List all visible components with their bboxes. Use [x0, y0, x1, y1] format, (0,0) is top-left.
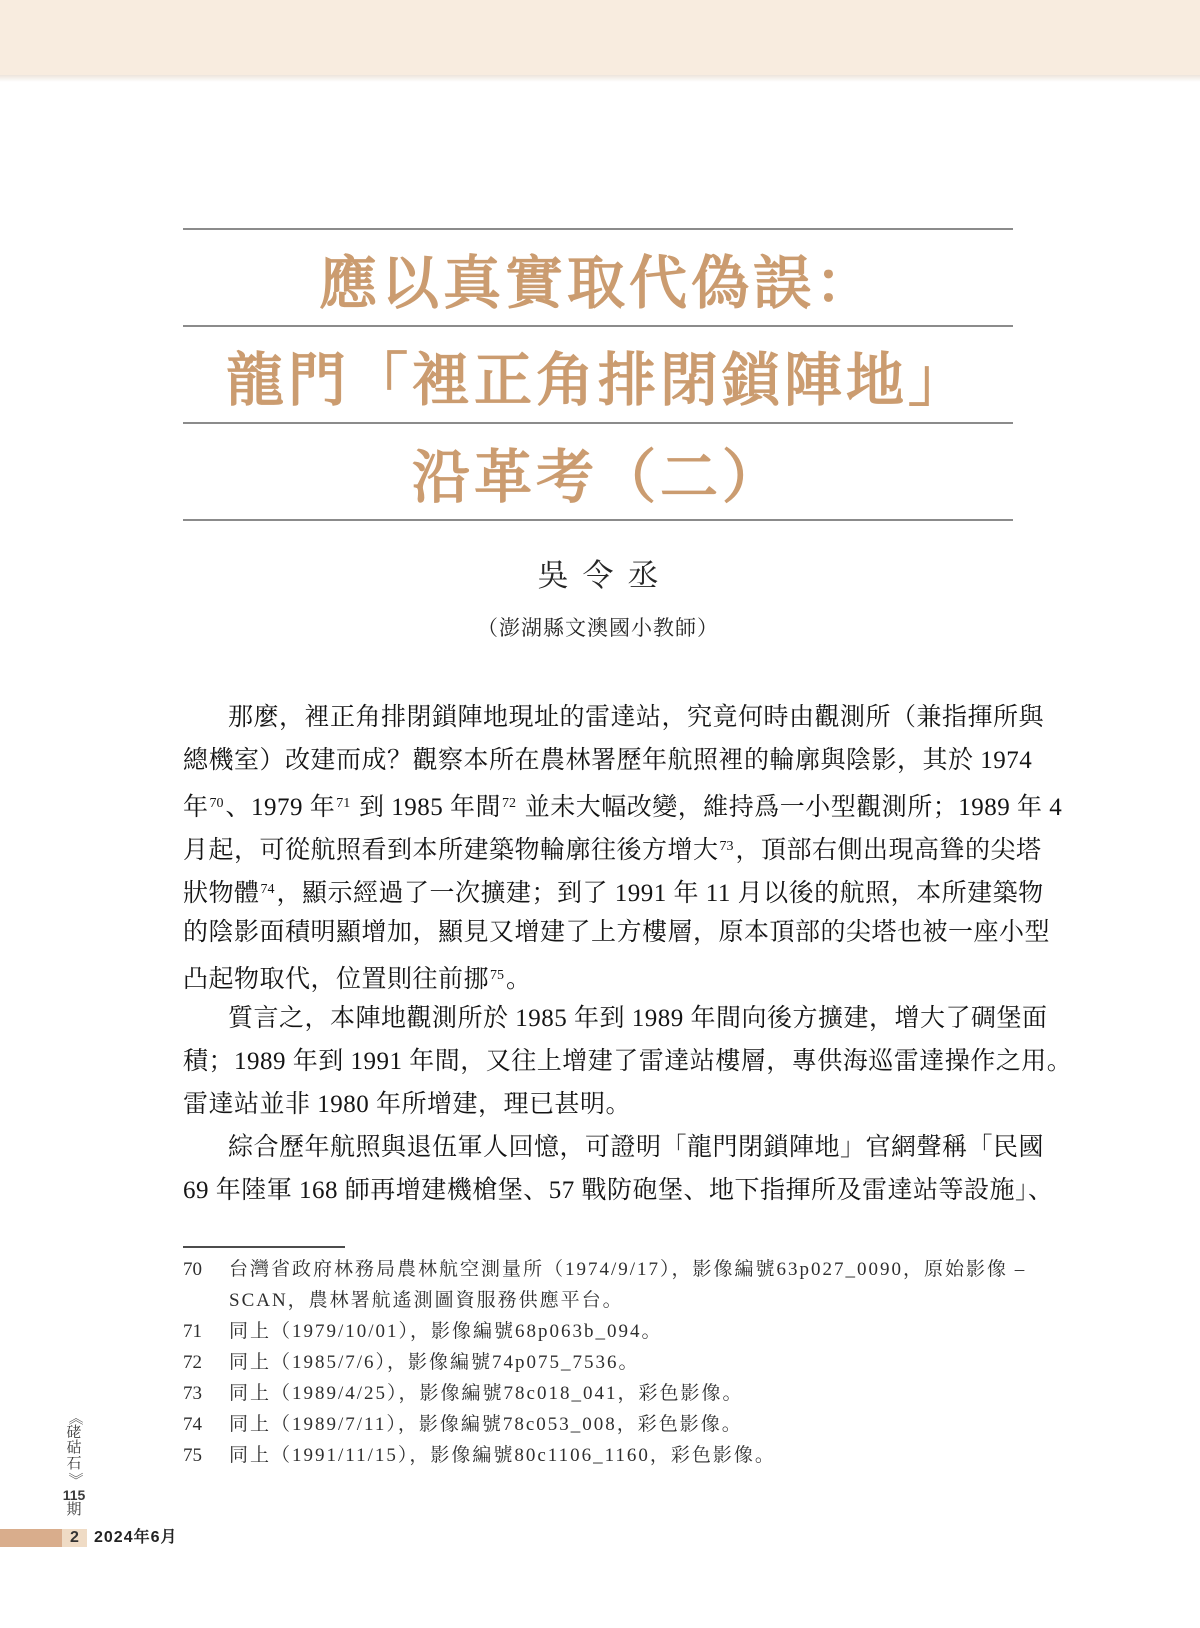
journal-title-char: 石 — [66, 1455, 82, 1472]
footnote-number: 70 — [183, 1259, 202, 1280]
footnote-number: 75 — [183, 1445, 202, 1466]
page-header-band — [0, 0, 1200, 75]
footnote-number: 73 — [183, 1383, 202, 1404]
body-text-line: 狀物體$^{74}$，顯示經過了一次擴建；到了 1991 年 11 月以後的航照，本所建築物 — [183, 880, 1044, 907]
footnote-71 — [183, 1316, 1063, 1347]
paragraph-2 — [183, 997, 1073, 1126]
footnote-75 — [183, 1440, 1063, 1471]
body-text-line: 的陰影面積明顯增加，顯見又增建了上方樓層，原本頂部的尖塔也被一座小型 — [183, 919, 1051, 946]
body-text-line: 雷達站並非 1980 年所增建，理已甚明。 — [183, 1091, 632, 1118]
paragraph-1 — [183, 696, 1063, 997]
footnote-73 — [183, 1378, 1063, 1409]
article-title-line-1: 應以真實取代偽誤： — [318, 250, 877, 316]
footnote-text-line: 同上（1989/7/11），影像編號78c053_008，彩色影像。 — [229, 1414, 743, 1435]
footnote-72 — [183, 1347, 1063, 1378]
body-text-line: 總機室）改建而成？觀察本所在農林署歷年航照裡的輪廓與陰影，其於 1974 — [183, 747, 1033, 774]
body-text-line: 凸起物取代，位置則往前挪$^{75}$。 — [183, 966, 532, 993]
footnote-separator — [183, 1246, 345, 1248]
footnote-text-line: 同上（1991/11/15），影像編號80c1106_1160，彩色影像。 — [229, 1445, 776, 1466]
body-text-line: 年$^{70}$、1979 年$^{71}$ 到 1985 年間$^{72}$ 並未大幅改變，維持爲一小型觀測所；1989 年 4 — [183, 794, 1063, 821]
issue-unit: 期 — [66, 1502, 82, 1518]
footnote-text-line: 台灣省政府林務局農林航空測量所（1974/9/17），影像編號63p027_0090，原始影像 – — [229, 1259, 1027, 1280]
author-name: 吳令丞 — [537, 558, 673, 593]
page-number-bar — [0, 1529, 62, 1547]
article-title-block — [183, 228, 1013, 521]
footnote-number: 71 — [183, 1321, 202, 1342]
body-text-line: 月起，可從航照看到本所建築物輪廓往後方增大$^{73}$，頂部右側出現高聳的尖塔 — [183, 837, 1042, 864]
author-affiliation: （澎湖縣文澳國小教師） — [477, 617, 719, 640]
body-text-line: 69 年陸軍 168 師再增建機槍堡、57 戰防砲堡、地下指揮所及雷達站等設施」、 — [183, 1177, 1054, 1204]
footnote-text-line: 同上（1985/7/6），影像編號74p075_7536。 — [229, 1352, 640, 1373]
article-title-line-3: 沿革考（二） — [411, 444, 784, 510]
page-number-badge: 2 — [62, 1529, 87, 1547]
footnote-number: 72 — [183, 1352, 202, 1373]
footnote-text-line: 同上（1979/10/01），影像編號68p063b_094。 — [229, 1321, 663, 1342]
footnote-text-line: SCAN，農林署航遙測圖資服務供應平台。 — [229, 1290, 624, 1311]
body-text-line: 質言之，本陣地觀測所於 1985 年到 1989 年間向後方擴建，增大了碉堡面 — [228, 1005, 1048, 1032]
footnote-70 — [183, 1254, 1063, 1316]
article-title-line-2: 龍門「裡正角排閉鎖陣地」 — [225, 347, 970, 413]
body-text-line: 綜合歷年航照與退伍軍人回憶，可證明「龍門閉鎖陣地」官網聲稱「民國 — [228, 1134, 1045, 1161]
journal-title-char: 𥑮 — [66, 1440, 82, 1456]
footnote-text-line: 同上（1989/4/25），影像編號78c018_041，彩色影像。 — [229, 1383, 744, 1404]
body-text-line: 積；1989 年到 1991 年間，又往上增建了雷達站樓層，專供海巡雷達操作之用。 — [183, 1048, 1073, 1075]
issue-number: 115 — [62, 1486, 86, 1503]
title-divider — [183, 519, 1013, 521]
article-body — [183, 696, 1073, 1212]
journal-title-close-bracket: 》 — [66, 1472, 83, 1488]
issue-date: 2024年6月 — [94, 1529, 178, 1546]
footnote-74 — [183, 1409, 1063, 1440]
footnote-number: 74 — [183, 1414, 202, 1435]
paragraph-3 — [183, 1126, 1054, 1212]
journal-title-vertical — [62, 1410, 86, 1519]
journal-title-open-bracket: 《 — [66, 1410, 83, 1426]
journal-title-char: 硓 — [66, 1424, 82, 1441]
footnotes — [183, 1254, 1063, 1471]
body-text-line: 那麼，裡正角排閉鎖陣地現址的雷達站，究竟何時由觀測所（兼指揮所與 — [228, 704, 1045, 731]
